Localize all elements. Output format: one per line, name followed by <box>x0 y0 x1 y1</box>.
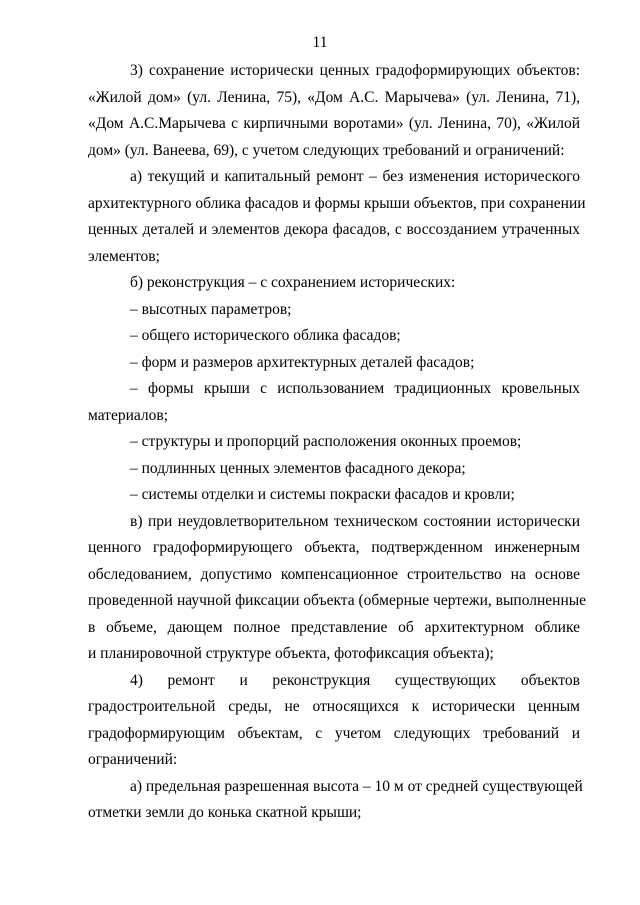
text-line: «Жилой дом» (ул. Ленина, 75), «Дом А.С. Марычева» (ул. Ленина, 71), <box>88 88 580 106</box>
text-line: а) предельная разрешенная высота – 10 м от средней существующей <box>130 777 583 795</box>
paragraph-item-3b-7 <box>88 482 580 509</box>
text-line: ценного градоформирующего объекта, подтвержденном инженерным <box>88 539 580 556</box>
text-line: дом» (ул. Ванеева, 69), с учетом следующих требований и ограничений: <box>88 141 565 159</box>
text-line: материалов; <box>88 406 169 424</box>
text-line: ограничений: <box>88 751 178 768</box>
paragraph-item-3b-4 <box>88 376 580 429</box>
paragraph-item-3b-3 <box>88 350 580 377</box>
paragraph-item-3b <box>88 270 580 297</box>
text-line: элементов; <box>88 247 160 265</box>
paragraph-item-3c <box>88 509 587 668</box>
text-line: – структуры и пропорций расположения оконных проемов; <box>130 433 522 450</box>
text-line: – форм и размеров архитектурных деталей фасадов; <box>130 353 475 371</box>
paragraph-item-3b-1 <box>88 297 580 324</box>
paragraph-item-3b-5 <box>88 429 580 456</box>
text-line: – формы крыши с использованием традиционных кровельных <box>130 380 580 397</box>
paragraph-item-4a <box>88 774 583 827</box>
text-line: градоформирующим объектам, с учетом следующих требований и <box>88 724 580 742</box>
text-line: 4) ремонт и реконструкция существующих объектов <box>130 671 580 689</box>
text-line: и планировочной структуре объекта, фотофиксация объекта); <box>88 645 494 662</box>
text-line: – подлинных ценных элементов фасадного декора; <box>130 459 466 477</box>
text-line: в) при неудовлетворительном техническом состоянии исторически <box>130 512 580 530</box>
page-number: 11 <box>312 34 328 51</box>
text-line: градостроительной среды, не относящихся к исторически ценным <box>88 698 580 715</box>
text-line: – системы отделки и системы покраски фасадов и кровли; <box>130 486 515 503</box>
text-line: отметки земли до конька скатной крыши; <box>88 804 362 821</box>
paragraph-item-3 <box>88 58 580 164</box>
text-line: – общего исторического облика фасадов; <box>130 327 401 344</box>
text-line: 3) сохранение исторически ценных градоформирующих объектов: <box>130 62 580 79</box>
text-line: «Дом А.С.Марычева с кирпичными воротами» (ул. Ленина, 70), «Жилой <box>88 115 580 132</box>
text-line: – высотных параметров; <box>130 300 292 318</box>
text-line: архитектурного облика фасадов и формы крыши объектов, при сохранении <box>88 194 586 212</box>
text-line: б) реконструкция – с сохранением исторических: <box>130 274 456 291</box>
text-line: в объеме, дающем полное представление об архитектурном облике <box>88 618 580 636</box>
text-line: а) текущий и капитальный ремонт – без изменения исторического <box>130 168 580 185</box>
text-line: проведенной научной фиксации объекта (обмерные чертежи, выполненные <box>88 592 587 609</box>
paragraph-item-3b-6 <box>88 456 580 483</box>
text-line: обследованием, допустимо компенсационное строительство на основе <box>88 565 580 583</box>
paragraph-item-4 <box>88 668 580 774</box>
paragraph-item-3a <box>88 164 586 270</box>
document-body <box>88 58 587 827</box>
paragraph-item-3b-2 <box>88 323 580 350</box>
text-line: ценных деталей и элементов декора фасадов, с воссозданием утраченных <box>88 221 580 238</box>
